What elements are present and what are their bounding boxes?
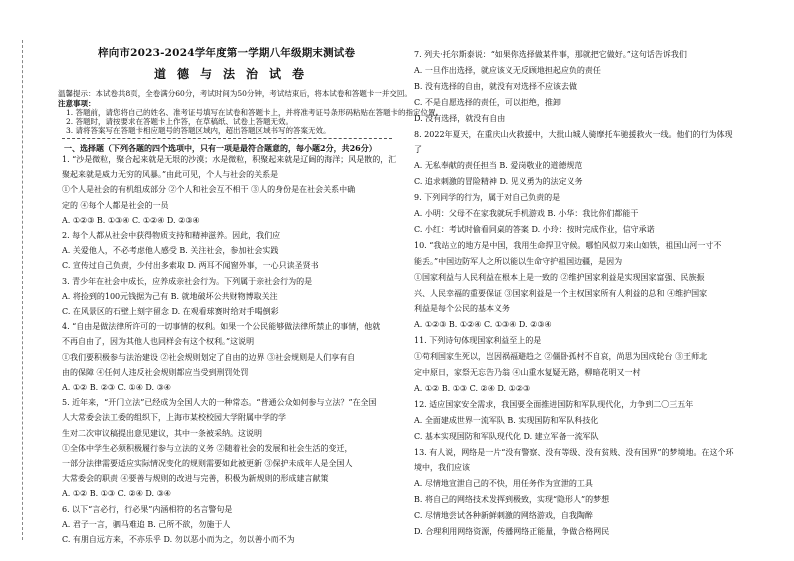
question-line: A. 将捡到的100元钱据为己有 B. 就地破坏公共财物博取关注	[62, 291, 278, 301]
question-line: 2. 每个人都从社会中获得物质支持和精神滋养。因此，我们应	[62, 231, 281, 240]
question-line: 6. 以下“言必行，行必果”内涵相符的名言警句是	[62, 504, 233, 514]
question-line: 利益是每个公民的基本义务	[414, 304, 510, 314]
question-line: 4. “自由是做法律所许可的一切事情的权利。如果一个公民能够做法律所禁止的事情，他就	[62, 322, 381, 332]
question-line: C. 在风景区的石壁上刻字留念 D. 在观看球赛时给对手喝倒彩	[62, 307, 279, 316]
question-line: 3. 青少年在社会中成长，应养成亲社会行为。下列属于亲社会行为的是	[62, 276, 313, 286]
question-line: ①苟利国家生死以，岂因祸福避趋之 ②僵卧孤村不自哀，尚思为国戍轮台 ③王师北	[414, 352, 708, 362]
question-line: 7. 列夫·托尔斯泰说：“如果你选择做某件事，那就把它做好。”这句话告诉我们	[414, 50, 687, 59]
question-line: 能丢。”中国边防军人之所以能以生命守护祖国边疆，是因为	[414, 256, 623, 266]
question-line: 定的 ④每个人都是社会的一员	[62, 200, 169, 210]
question-line: A. ①②③ B. ①③④ C. ①②④ D. ②③④	[62, 215, 200, 225]
question-line: B. 将自己的网络技术发挥到极致，实现“隐形人”的梦想	[414, 495, 610, 505]
subject-title: 道德与法治试卷	[154, 67, 316, 81]
question-line: ①我们要积极参与法治建设 ②社会规则划定了自由的边界 ③社会规则是人们享有自	[62, 352, 356, 362]
question-line: B. 没有选择的自由，就没有对选择不应该去做	[414, 81, 577, 91]
instruction-item: 2. 答题时，请按要求在答题卡上作答，在草稿纸、试卷上答题无效。	[66, 117, 294, 126]
question-line: C. 追求刺激的冒险精神 D. 见义勇为的法定义务	[414, 177, 583, 187]
section-divider	[62, 138, 392, 139]
question-line: A. ①② B. ①③ C. ②④ D. ③④	[62, 489, 171, 499]
question-line: 聚起来就是威力无穷的风暴。”由此可见，个人与社会的关系是	[62, 170, 279, 180]
exam-title: 梓向市2023-2024学年度第一学期八年级期末测试卷	[98, 47, 356, 59]
question-line: D. 合理利用网络资源，传播网络正能量，争做合格网民	[414, 527, 610, 536]
question-line: 境中，我们应该	[414, 463, 470, 473]
question-line: C. 基本实现国防和军队现代化 D. 建立军备一流军队	[414, 431, 599, 441]
question-line: 一部分法律需要适应实际情况变化的规则需要如此被更新 ③保护未成年人是全国人	[62, 459, 353, 468]
section-heading: 一、选择题（下列各题的四个选项中，只有一项是最符合题意的，每小题2分，共26分）	[64, 143, 377, 153]
question-line: A. 无私奉献的责任担当 B. 爱岗敬业的道德规范	[414, 161, 583, 171]
question-line: 5. 近年来，“开门立法”已经成为全国人大的一种常态。“普通公众如何参与立法？”在全国	[62, 398, 377, 408]
question-line: 12. 适应国家安全需求，我国要全面推进国防和军队现代化，力争到二〇三五年	[414, 399, 694, 409]
question-line: 不再自由了，因为其他人也同样会有这个权利。”这说明	[62, 337, 255, 347]
question-line: A. 尽情地宣泄自己的不快，用任务作为宣泄的工具	[414, 479, 593, 489]
question-line: 了	[414, 145, 422, 155]
question-line: 定中原日，家祭无忘告乃翁 ④山重水复疑无路，柳暗花明又一村	[414, 368, 641, 377]
question-line: 大常委会的职责 ④要善与规则的改进与完善，积极为新规则的形成建言献策	[62, 474, 329, 484]
question-line: ①国家利益与人民利益在根本上是一致的 ②维护国家利益是实现国家富强、民族振	[414, 272, 705, 282]
question-line: C. 尽情地尝试各种新鲜刺激的网络游戏，自我陶醉	[414, 511, 593, 521]
question-line: A. 一旦作出选择，就应该义无反顾地担起应负的责任	[414, 65, 601, 75]
question-line: A. 全面建成世界一流军队 B. 实现国防和军队科技化	[414, 415, 599, 425]
question-line: 13. 有人说，网络是一片“没有警察、没有等级、没有贫贱、没有国界”的梦境地。在这个环	[414, 447, 734, 457]
question-line: C. 小红：考试时偷看同桌的答案 D. 小玲：按时完成作业，信守承诺	[414, 224, 655, 234]
binding-line	[22, 40, 23, 540]
question-line: C. 有朋自远方来，不亦乐乎 D. 勿以恶小而为之，勿以善小而不为	[62, 535, 295, 544]
question-line: ①个人是社会的有机组成部分 ②个人和社会互不相干 ③人的身份是在社会关系中确	[62, 185, 356, 195]
question-line: A. 君子一言，驷马难追 B. 己所不欲，勿施于人	[62, 519, 231, 529]
instructions-line: 温馨提示：本试卷共8页，全卷满分60分，考试时间为50分钟，考试结束后，将本试卷和答题卡一并交回。	[58, 89, 412, 98]
instructions-heading: 注意事项：	[58, 99, 96, 108]
question-line: A. ①② B. ①③ C. ②④ D. ①②③	[414, 383, 531, 393]
question-line: 兴、人民幸福的重要保证 ③国家利益是一个主权国家所有人利益的总和 ④维护国家	[414, 288, 708, 298]
question-line: A. 关爱他人，不必考虑他人感受 B. 关注社会，参加社会实践	[62, 246, 279, 256]
question-line: 11. 下列诗句体现国家利益至上的是	[414, 336, 542, 346]
question-line: C. 宣传过自己负责，少付出多索取 D. 两耳不闻窗外事，一心只读圣贤书	[62, 261, 319, 271]
instruction-item: 3. 请将答案写在答题卡相应题号的答题区域内，超出答题区域书写的答案无效。	[66, 126, 331, 135]
question-line: D. 没有选择，就没有自由	[414, 113, 506, 123]
question-line: A. ①②③ B. ①②④ C. ①③④ D. ②③④	[414, 320, 552, 330]
question-line: 1. “沙是微粒，聚合起来就是无垠的沙漠；水是微粒，积聚起来就是辽阔的海洋；风是散的，汇	[62, 155, 397, 164]
question-line: ①全体中学生必须积极履行参与立法的义务 ②随着社会的发展和社会生活的变迁，	[62, 443, 353, 453]
question-line: 9. 下列同学的行为，属于对自己负责的是	[414, 193, 561, 203]
question-line: C. 不是自愿选择的责任，可以拒绝，推卸	[414, 97, 561, 107]
question-line: 人大常委会法工委的组织下，上海市某校校园大学附属中学的学	[62, 413, 286, 423]
question-line: 由的保障 ④任何人违反社会规则都应当受到刑罚处罚	[62, 367, 249, 377]
question-line: 10. “我站立的地方是中国，我用生命捍卫守候。哪怕风似刀来山如铁，祖国山河一寸不	[414, 240, 722, 250]
instruction-item: 1. 答题前，请您将自己的姓名、准考证号填写在试卷和答题卡上，并将准考证号条形码粘贴在答题卡的指定位置。	[66, 108, 444, 117]
question-line: A. 小明：父母不在家我就玩手机游戏 B. 小华：我比你们都能干	[414, 209, 639, 218]
question-line: 8. 2022年夏天，在重庆山火救援中，大批山城人骑摩托车驰援救火一线。他们的行为体现	[414, 129, 733, 139]
question-line: 生对二次审议稿提出意见建议，其中一条被采纳。这说明	[62, 428, 262, 438]
question-line: A. ①② B. ②③ C. ①④ D. ③④	[62, 383, 171, 392]
